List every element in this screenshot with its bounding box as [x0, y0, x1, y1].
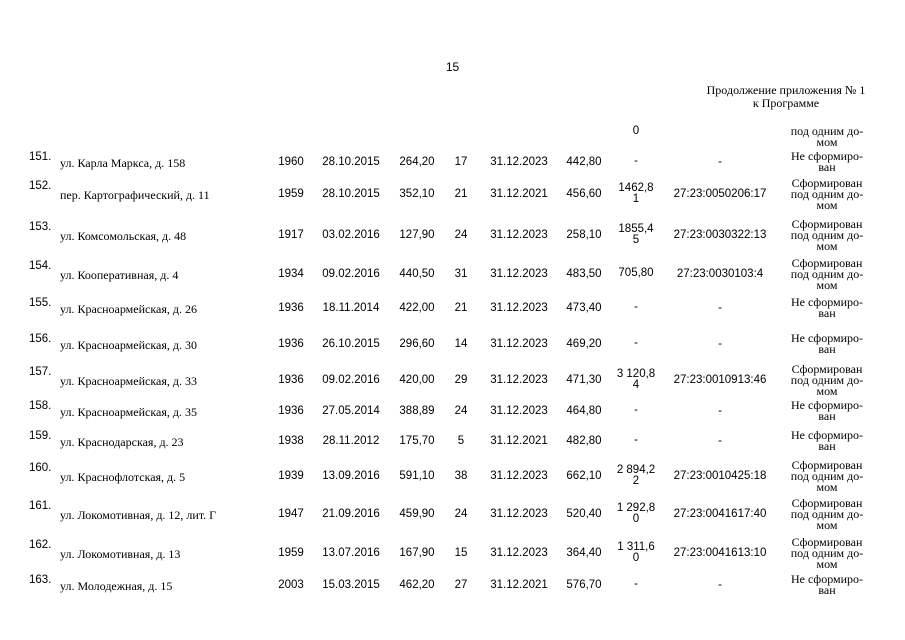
table-row [0, 460, 905, 493]
start-date-cell: 18.11.2014 [322, 302, 380, 314]
residents-cell: 27 [454, 579, 468, 591]
carryover-status-line-2: мом [816, 135, 838, 149]
cadastral-number-cell: 27:23:0050206:17 [673, 188, 767, 200]
land-status-line-1: Сформирован [791, 496, 863, 510]
residents-cell: 24 [454, 229, 468, 241]
land-status-line-2: под одним до- [790, 373, 864, 387]
address-cell: ул. Кооперативная, д. 4 [60, 268, 179, 282]
table-row [0, 333, 905, 355]
land-status-line-1: Не сформиро- [790, 295, 864, 309]
cost-line-1: 1 292,8 [616, 502, 656, 514]
cost-cell [612, 302, 660, 313]
end-date-cell: 31.12.2023 [490, 229, 548, 241]
start-date-cell: 28.10.2015 [322, 156, 380, 168]
total-area-cell: 483,50 [566, 268, 602, 280]
cadastral-number-cell: 27:23:0030322:13 [673, 229, 767, 241]
total-area-cell: 576,70 [566, 579, 602, 591]
land-status-cell [782, 151, 872, 173]
land-status-line-2: под одним до- [790, 546, 864, 560]
end-date-cell: 31.12.2023 [490, 405, 548, 417]
cadastral-number-cell: - [718, 338, 722, 350]
end-date-cell: 31.12.2021 [490, 435, 548, 447]
year-cell: 1917 [278, 229, 304, 241]
cadastral-number-cell: 27:23:0041613:10 [673, 547, 767, 559]
area-cell: 175,70 [399, 435, 435, 447]
year-cell: 1934 [278, 268, 304, 280]
land-status-cell [782, 430, 872, 452]
cost-cell [612, 338, 660, 349]
start-date-cell: 28.11.2012 [322, 435, 380, 447]
table-row [0, 498, 905, 531]
carryover-status [782, 126, 872, 148]
cost-cell [612, 503, 660, 525]
land-status-line-2: ван [818, 583, 836, 597]
address-cell: ул. Красноармейская, д. 26 [60, 302, 197, 316]
residents-cell: 21 [454, 188, 468, 200]
area-cell: 127,90 [399, 229, 435, 241]
residents-cell: 24 [454, 405, 468, 417]
cost-cell [612, 224, 660, 246]
land-status-cell [782, 574, 872, 596]
land-status-line-2: под одним до- [790, 187, 864, 201]
row-number: 158. [29, 400, 52, 412]
start-date-cell: 09.02.2016 [322, 268, 380, 280]
address-cell: ул. Молодежная, д. 15 [60, 579, 173, 593]
address-cell: ул. Красноармейская, д. 33 [60, 374, 197, 388]
land-status-line-1: Не сформиро- [790, 572, 864, 586]
land-status-line-2: под одним до- [790, 228, 864, 242]
area-cell: 296,60 [399, 338, 435, 350]
cadastral-number-cell: 27:23:0010913:46 [673, 374, 767, 386]
cost-line-2: 1 [632, 193, 640, 205]
table-row [0, 364, 905, 397]
land-status-line-2: под одним до- [790, 267, 864, 281]
cost-line-1: 1855,4 [618, 223, 654, 235]
land-status-line-1: Сформирован [791, 458, 863, 472]
area-cell: 459,90 [399, 508, 435, 520]
cost-cell [612, 369, 660, 391]
land-status-cell [782, 537, 872, 570]
cost-line-1: 3 120,8 [616, 368, 656, 380]
start-date-cell: 26.10.2015 [322, 338, 380, 350]
cadastral-number-cell: - [718, 156, 722, 168]
cost-line-2: 5 [632, 234, 640, 246]
total-area-cell: 464,80 [566, 405, 602, 417]
address-cell: ул. Локомотивная, д. 12, лит. Г [60, 508, 217, 522]
total-area-cell: 662,10 [566, 470, 602, 482]
residents-cell: 38 [454, 470, 468, 482]
total-area-cell: 520,40 [566, 508, 602, 520]
land-status-cell [782, 460, 872, 493]
year-cell: 1936 [278, 338, 304, 350]
land-status-line-2: ван [818, 342, 836, 356]
land-status-cell [782, 364, 872, 397]
table-row [0, 178, 905, 211]
area-cell: 352,10 [399, 188, 435, 200]
cost-cell [612, 156, 660, 167]
cadastral-number-cell: 27:23:0030103:4 [676, 268, 764, 280]
cost-line-1: - [634, 434, 638, 446]
end-date-cell: 31.12.2023 [490, 338, 548, 350]
start-date-cell: 15.03.2015 [322, 579, 380, 591]
table-row [0, 151, 905, 173]
land-status-line-1: Сформирован [791, 256, 863, 270]
land-status-line-2: под одним до- [790, 469, 864, 483]
year-cell: 1936 [278, 374, 304, 386]
year-cell: 2003 [278, 579, 304, 591]
address-cell: ул. Краснофлотская, д. 5 [60, 470, 186, 484]
area-cell: 167,90 [399, 547, 435, 559]
cost-cell [612, 268, 660, 279]
year-cell: 1959 [278, 547, 304, 559]
land-status-line-1: Сформирован [791, 362, 863, 376]
table-row [0, 400, 905, 422]
appendix-line-2: к Программе [752, 96, 820, 110]
area-cell: 462,20 [399, 579, 435, 591]
area-cell: 264,20 [399, 156, 435, 168]
carryover-status-line-1: под одним до- [790, 124, 864, 138]
land-status-line-1: Не сформиро- [790, 428, 864, 442]
start-date-cell: 21.09.2016 [322, 508, 380, 520]
address-cell: ул. Красноармейская, д. 30 [60, 338, 197, 352]
land-status-line-3: мом [816, 278, 838, 292]
end-date-cell: 31.12.2023 [490, 470, 548, 482]
cost-line-1: - [634, 578, 638, 590]
address-cell: ул. Краснодарская, д. 23 [60, 435, 184, 449]
end-date-cell: 31.12.2023 [490, 547, 548, 559]
table-row [0, 430, 905, 452]
year-cell: 1936 [278, 405, 304, 417]
end-date-cell: 31.12.2021 [490, 579, 548, 591]
table-row [0, 297, 905, 319]
land-status-line-1: Не сформиро- [790, 331, 864, 345]
area-cell: 591,10 [399, 470, 435, 482]
land-status-line-2: под одним до- [790, 507, 864, 521]
cadastral-number-cell: - [718, 302, 722, 314]
land-status-cell [782, 297, 872, 319]
cost-cell [612, 542, 660, 564]
residents-cell: 5 [457, 435, 465, 447]
start-date-cell: 13.07.2016 [322, 547, 380, 559]
cost-cell [612, 405, 660, 416]
start-date-cell: 03.02.2016 [322, 229, 380, 241]
start-date-cell: 13.09.2016 [322, 470, 380, 482]
residents-cell: 29 [454, 374, 468, 386]
cost-line-1: - [634, 404, 638, 416]
land-status-line-2: ван [818, 439, 836, 453]
total-area-cell: 471,30 [566, 374, 602, 386]
residents-cell: 15 [454, 547, 468, 559]
year-cell: 1959 [278, 188, 304, 200]
cost-line-1: - [634, 337, 638, 349]
cadastral-number-cell: - [718, 435, 722, 447]
land-status-line-2: ван [818, 409, 836, 423]
cost-line-1: 2 894,2 [616, 464, 656, 476]
land-status-line-1: Не сформиро- [790, 398, 864, 412]
total-area-cell: 258,10 [566, 229, 602, 241]
end-date-cell: 31.12.2023 [490, 268, 548, 280]
start-date-cell: 09.02.2016 [322, 374, 380, 386]
table-row [0, 574, 905, 596]
cost-cell [612, 183, 660, 205]
year-cell: 1938 [278, 435, 304, 447]
year-cell: 1947 [278, 508, 304, 520]
land-status-line-3: мом [816, 557, 838, 571]
residents-cell: 24 [454, 508, 468, 520]
row-number: 157. [29, 366, 52, 378]
land-status-line-1: Сформирован [791, 535, 863, 549]
total-area-cell: 482,80 [566, 435, 602, 447]
cadastral-number-cell: - [718, 579, 722, 591]
total-area-cell: 442,80 [566, 156, 602, 168]
end-date-cell: 31.12.2023 [490, 156, 548, 168]
land-status-cell [782, 219, 872, 252]
cost-line-2: 4 [632, 379, 640, 391]
land-status-cell [782, 258, 872, 291]
cost-line-2: 0 [632, 513, 640, 525]
land-status-line-3: мом [816, 480, 838, 494]
cost-cell [612, 465, 660, 487]
page-number: 15 [445, 60, 460, 74]
land-status-line-1: Сформирован [791, 217, 863, 231]
land-status-cell [782, 333, 872, 355]
row-number: 161. [29, 500, 52, 512]
cadastral-number-cell: 27:23:0010425:18 [673, 470, 767, 482]
address-cell: пер. Картографический, д. 11 [60, 188, 210, 202]
start-date-cell: 27.05.2014 [322, 405, 380, 417]
appendix-caption [690, 84, 882, 110]
land-status-line-3: мом [816, 198, 838, 212]
row-number: 156. [29, 333, 52, 345]
start-date-cell: 28.10.2015 [322, 188, 380, 200]
year-cell: 1936 [278, 302, 304, 314]
land-status-line-1: Сформирован [791, 176, 863, 190]
address-cell: ул. Локомотивная, д. 13 [60, 547, 181, 561]
land-status-line-2: ван [818, 306, 836, 320]
residents-cell: 21 [454, 302, 468, 314]
residents-cell: 17 [454, 156, 468, 168]
table-row [0, 258, 905, 291]
total-area-cell: 473,40 [566, 302, 602, 314]
cost-line-1: 705,80 [618, 267, 654, 279]
end-date-cell: 31.12.2023 [490, 302, 548, 314]
cost-line-1: 1 311,6 [617, 541, 655, 553]
address-cell: ул. Комсомольская, д. 48 [60, 229, 187, 243]
cost-cell [612, 579, 660, 590]
address-cell: ул. Красноармейская, д. 35 [60, 405, 197, 419]
cost-line-1: 1462,8 [618, 182, 654, 194]
year-cell: 1960 [278, 156, 304, 168]
address-cell: ул. Карла Маркса, д. 158 [60, 156, 186, 170]
year-cell: 1939 [278, 470, 304, 482]
total-area-cell: 364,40 [566, 547, 602, 559]
end-date-cell: 31.12.2023 [490, 374, 548, 386]
residents-cell: 14 [454, 338, 468, 350]
cost-line-2: 0 [632, 552, 640, 564]
row-number: 153. [29, 221, 52, 233]
area-cell: 420,00 [399, 374, 435, 386]
row-number: 152. [29, 180, 52, 192]
total-area-cell: 456,60 [566, 188, 602, 200]
land-status-cell [782, 400, 872, 422]
table-row [0, 219, 905, 252]
row-number: 162. [29, 539, 52, 551]
area-cell: 388,89 [399, 405, 435, 417]
appendix-line-1: Продолжение приложения № 1 [706, 83, 866, 97]
carryover-value: 0 [632, 125, 640, 137]
end-date-cell: 31.12.2021 [490, 188, 548, 200]
row-number: 155. [29, 297, 52, 309]
row-number: 151. [29, 151, 52, 163]
land-status-line-3: мом [816, 518, 838, 532]
row-number: 154. [29, 260, 52, 272]
table-row [0, 537, 905, 570]
land-status-cell [782, 498, 872, 531]
land-status-line-3: мом [816, 239, 838, 253]
land-status-line-2: ван [818, 160, 836, 174]
area-cell: 422,00 [399, 302, 435, 314]
end-date-cell: 31.12.2023 [490, 508, 548, 520]
row-number: 160. [29, 462, 52, 474]
cost-line-1: - [634, 301, 638, 313]
cost-line-1: - [634, 155, 638, 167]
land-status-line-3: мом [816, 384, 838, 398]
land-status-cell [782, 178, 872, 211]
row-number: 159. [29, 430, 52, 442]
cost-cell [612, 435, 660, 446]
cost-line-2: 2 [632, 475, 640, 487]
cadastral-number-cell: 27:23:0041617:40 [673, 508, 767, 520]
land-status-line-1: Не сформиро- [790, 149, 864, 163]
row-number: 163. [29, 574, 52, 586]
area-cell: 440,50 [399, 268, 435, 280]
cadastral-number-cell: - [718, 405, 722, 417]
total-area-cell: 469,20 [566, 338, 602, 350]
residents-cell: 31 [454, 268, 468, 280]
